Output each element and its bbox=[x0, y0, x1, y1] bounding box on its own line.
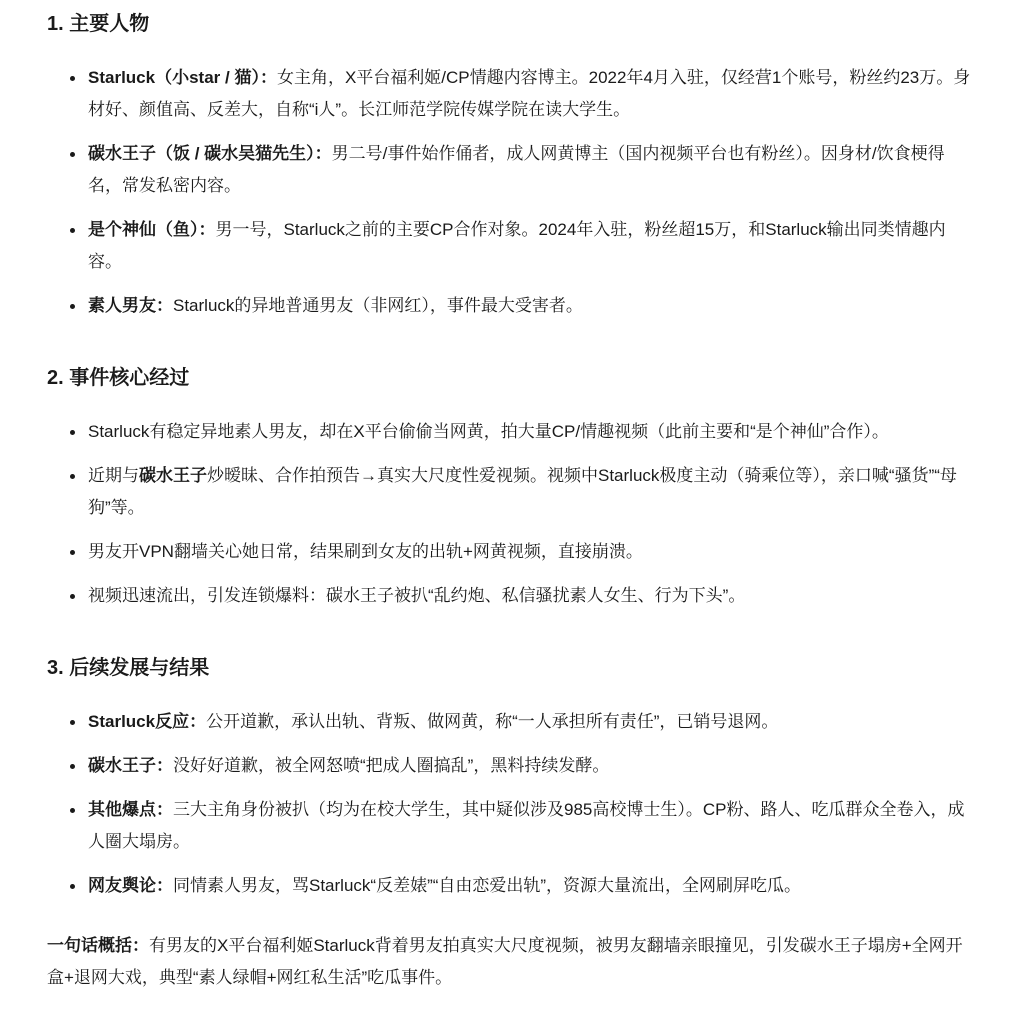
bullet-text: 炒暧昧、合作拍预告→真实大尺度性爱视频。视频中Starluck极度主动（骑乘位等），亲口喊“骚货”“母狗”等。 bbox=[88, 466, 957, 517]
bullet-text: 男友开VPN翻墙关心她日常，结果刷到女友的出轨+网黄视频，直接崩溃。 bbox=[88, 542, 643, 561]
list-item bbox=[88, 536, 974, 568]
list-item bbox=[88, 794, 974, 858]
list-item bbox=[88, 870, 974, 902]
bullet-text: 视频迅速流出，引发连锁爆料：碳水王子被扒“乱约炮、私信骚扰素人女生、行为下头”。 bbox=[88, 586, 746, 605]
bold-term: 网友舆论： bbox=[88, 876, 173, 895]
bullet-text: 同情素人男友，骂Starluck“反差婊”“自由恋爱出轨”，资源大量流出，全网刷屏吃瓜。 bbox=[173, 876, 802, 895]
bullet-list bbox=[47, 706, 974, 902]
list-item bbox=[88, 138, 974, 202]
bold-term: 其他爆点： bbox=[88, 800, 173, 819]
section-heading: 2. 事件核心经过 bbox=[47, 367, 190, 389]
bullet-text: 男二号/事件始作俑者，成人网黄博主（国内视频平台也有粉丝）。因身材/饮食梗得名，常发私密内容。 bbox=[88, 144, 945, 195]
bullet-list bbox=[47, 62, 974, 322]
bullet-text: 三大主角身份被扒（均为在校大学生，其中疑似涉及985高校博士生）。CP粉、路人、吃瓜群众全卷入，成人圈大塌房。 bbox=[88, 800, 965, 851]
bullet-text: 女主角，X平台福利姬/CP情趣内容博主。2022年4月入驻，仅经营1个账号，粉丝约23万。身材好、颜值高、反差大，自称“i人”。长江师范学院传媒学院在读大学生。 bbox=[88, 68, 971, 119]
bullet-text: 公开道歉，承认出轨、背叛、做网黄，称“一人承担所有责任”，已销号退网。 bbox=[206, 712, 779, 731]
list-item bbox=[88, 580, 974, 612]
bullet-text: 男一号，Starluck之前的主要CP合作对象。2024年入驻，粉丝超15万，和Starluck输出同类情趣内容。 bbox=[88, 220, 946, 271]
bold-term: 碳水王子： bbox=[88, 756, 173, 775]
list-item bbox=[88, 706, 974, 738]
bullet-text: 没好好道歉，被全网怒喷“把成人圈搞乱”，黑料持续发酵。 bbox=[173, 756, 610, 775]
bold-term: Starluck（小star / 猫）： bbox=[88, 68, 277, 87]
list-item bbox=[88, 416, 974, 448]
section-core-events bbox=[47, 364, 974, 612]
summary-paragraph bbox=[47, 930, 974, 994]
section-main-characters bbox=[47, 10, 974, 322]
bullet-text-prefix: 近期与 bbox=[88, 466, 139, 485]
bold-term: 是个神仙（鱼）： bbox=[88, 220, 216, 239]
summary-text: 有男友的X平台福利姬Starluck背着男友拍真实大尺度视频，被男友翻墙亲眼撞见，引发碳水王子塌房+全网开盒+退网大戏，典型“素人绿帽+网红私生活”吃瓜事件。 bbox=[47, 936, 963, 987]
section-heading: 1. 主要人物 bbox=[47, 13, 150, 35]
bullet-text: Starluck有稳定异地素人男友，却在X平台偷偷当网黄，拍大量CP/情趣视频（此前主要和“是个神仙”合作）。 bbox=[88, 422, 889, 441]
section-aftermath bbox=[47, 654, 974, 902]
bold-term: 素人男友： bbox=[88, 296, 173, 315]
section-heading: 3. 后续发展与结果 bbox=[47, 657, 210, 679]
bold-term: 碳水王子 bbox=[139, 466, 207, 485]
bullet-list bbox=[47, 416, 974, 612]
list-item bbox=[88, 214, 974, 278]
bold-term: Starluck反应： bbox=[88, 712, 207, 731]
list-item bbox=[88, 750, 974, 782]
list-item bbox=[88, 460, 974, 524]
list-item bbox=[88, 290, 974, 322]
bold-term: 碳水王子（饭 / 碳水吴猫先生）： bbox=[88, 144, 332, 163]
list-item bbox=[88, 62, 974, 126]
bullet-text: Starluck的异地普通男友（非网红），事件最大受害者。 bbox=[173, 296, 583, 315]
summary-label: 一句话概括： bbox=[47, 936, 149, 955]
